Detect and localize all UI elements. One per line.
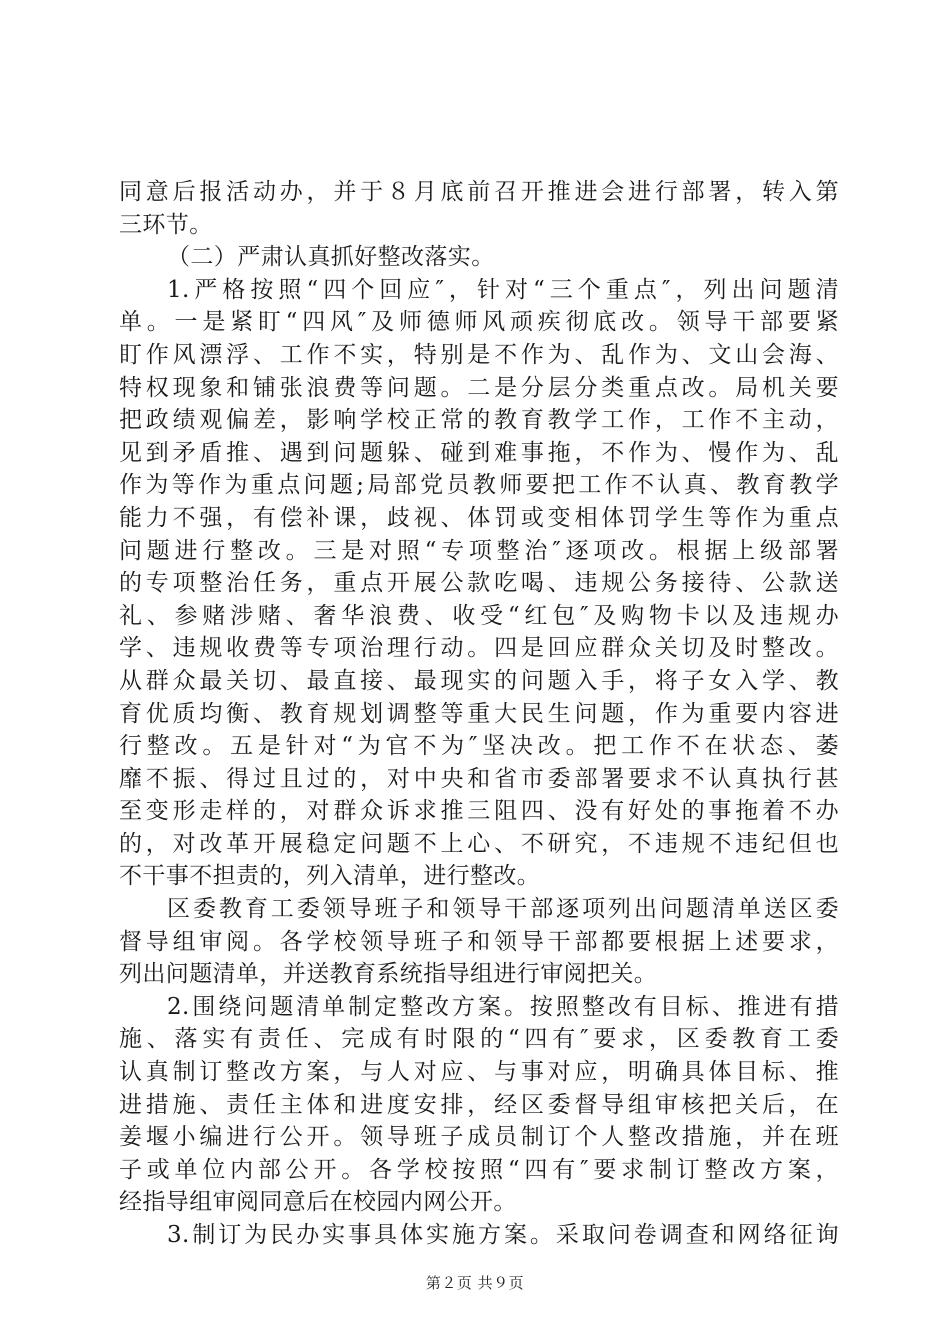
text-line: 列出问题清单，并送教育系统指导组进行审阅把关。 [119, 961, 658, 988]
page-footer: 第２页 共９页 [425, 1274, 525, 1292]
text-line: 能力不强，有偿补课，歧视、体罚或变相体罚学生等作为重点 [119, 504, 839, 531]
text-line: 区委教育工委领导班子和领导干部逐项列出问题清单送区委 [167, 896, 839, 923]
text-line: 行整改。五是针对“为官不为″坚决改。把工作不在状态、萎 [119, 733, 839, 760]
text-line: 见到矛盾推、遇到问题躲、碰到难事拖，不作为、慢作为、乱 [119, 439, 839, 466]
text-line: 进措施、责任主体和进度安排，经区委督导组审核把关后，在 [119, 1091, 839, 1118]
text-line: 1.严格按照“四个回应″，针对“三个重点″，列出问题清 [167, 276, 839, 303]
text-line: 姜堰小编进行公开。领导班子成员制订个人整改措施，并在班 [119, 1124, 839, 1151]
text-line: 特权现象和铺张浪费等问题。二是分层分类重点改。局机关要 [119, 374, 839, 401]
text-line: 学、违规收费等专项治理行动。四是回应群众关切及时整改。 [119, 635, 839, 662]
text-line: 靡不振、得过且过的，对中央和省市委部署要求不认真执行甚 [119, 765, 839, 792]
text-line: 的专项整治任务，重点开展公款吃喝、违规公务接待、公款送 [119, 570, 839, 597]
text-line: 至变形走样的，对群众诉求推三阻四、没有好处的事拖着不办 [119, 798, 839, 825]
text-line: 同意后报活动办，并于８月底前召开推进会进行部署，转入第 [119, 179, 839, 205]
text-line: 问题进行整改。三是对照“专项整治″逐项改。根据上级部署 [119, 537, 839, 564]
text-line: （二）严肃认真抓好整改落实。 [167, 244, 495, 271]
text-line: 3.制订为民办实事具体实施方案。采取问卷调查和网络征询 [167, 1222, 839, 1248]
text-line: 单。一是紧盯“四风″及师德师风顽疾彻底改。领导干部要紧 [119, 309, 839, 336]
text-line: 子或单位内部公开。各学校按照“四有″要求制订整改方案， [119, 1156, 839, 1183]
text-line: 盯作风漂浮、工作不实，特别是不作为、乱作为、文山会海、 [119, 341, 839, 368]
text-line: 的，对改革开展稳定问题不上心、不研究，不违规不违纪但也 [119, 830, 839, 857]
text-line: 2.围绕问题清单制定整改方案。按照整改有目标、推进有措 [167, 993, 839, 1020]
text-line: 认真制订整改方案，与人对应、与事对应，明确具体目标、推 [119, 1059, 839, 1086]
text-line: 礼、参赌涉赌、奢华浪费、收受“红包″及购物卡以及违规办 [119, 602, 839, 629]
document-body [119, 176, 839, 1252]
text-line: 从群众最关切、最直接、最现实的问题入手，将子女入学、教 [119, 667, 839, 694]
text-line: 三环节。 [119, 211, 213, 238]
text-line: 经指导组审阅同意后在校园内网公开。 [119, 1189, 517, 1216]
text-line: 不干事不担责的，列入清单，进行整改。 [119, 863, 541, 890]
text-line: 把政绩观偏差，影响学校正常的教育教学工作，工作不主动， [119, 407, 839, 434]
text-line: 施、落实有责任、完成有时限的“四有″要求，区委教育工委 [119, 1026, 839, 1053]
text-line: 育优质均衡、教育规划调整等重大民生问题，作为重要内容进 [119, 700, 839, 727]
text-line: 作为等作为重点问题;局部党员教师要把工作不认真、教育教学 [119, 472, 839, 499]
text-line: 督导组审阅。各学校领导班子和领导干部都要根据上述要求， [119, 928, 839, 955]
